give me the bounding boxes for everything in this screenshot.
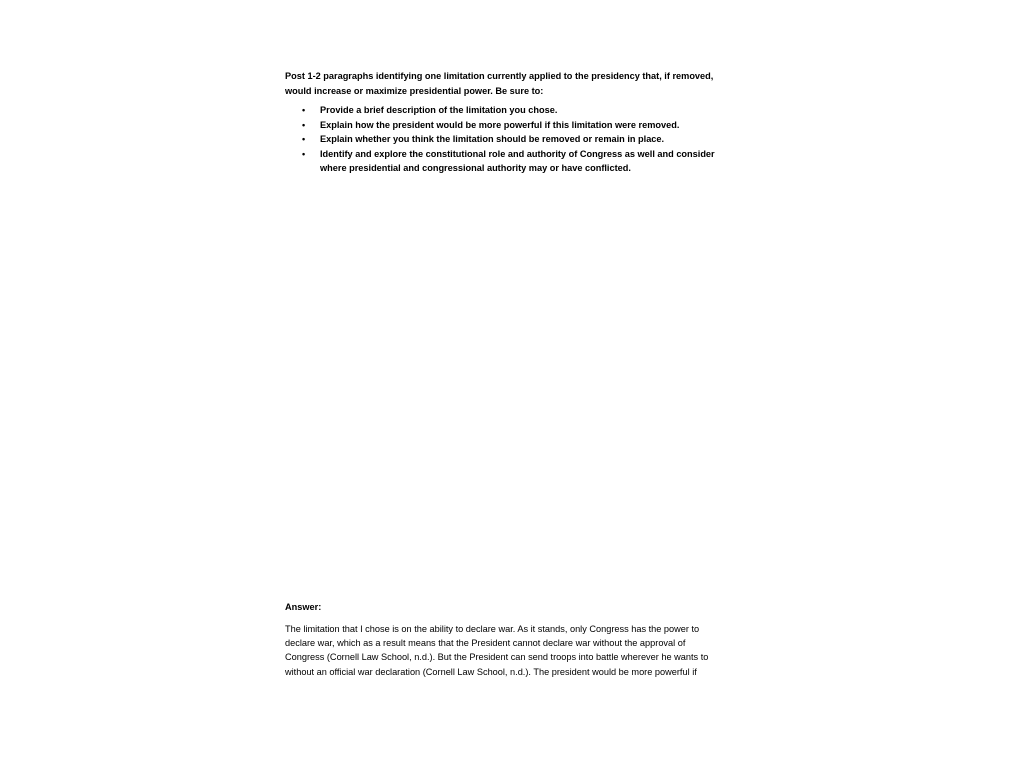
bullet-icon: • <box>302 134 306 144</box>
assignment-prompt <box>285 69 735 176</box>
list-item-text: Identify and explore the constitutional role and authority of Congress as well and consider where presidential and congressional authority may or have conflicted. <box>320 148 715 173</box>
list-item <box>285 103 735 118</box>
list-item-text: Explain how the president would be more powerful if this limitation were removed. <box>320 119 680 130</box>
list-item-text: Provide a brief description of the limitation you chose. <box>320 105 558 115</box>
bullet-icon: • <box>302 119 306 130</box>
bullet-icon: • <box>302 105 306 115</box>
prompt-text: Post 1-2 paragraphs identifying one limitation currently applied to the presidency that, if removed, would increase or maximize presidential power. Be sure to: <box>285 71 714 96</box>
list-item-text: Explain whether you think the limitation should be removed or remain in place. <box>320 134 665 144</box>
list-item <box>285 147 735 176</box>
answer-label: Answer: <box>285 602 322 612</box>
list-item <box>285 118 735 133</box>
prompt-requirements-list <box>285 103 735 176</box>
answer-section <box>285 600 737 679</box>
bullet-icon: • <box>302 148 306 159</box>
list-item <box>285 132 735 147</box>
answer-text: The limitation that I chose is on the ability to declare war. As it stands, only Congress has the power to declare war, which as a result means that the President cannot declare war without the approval of Congress (Cornell Law School, n.d.). But the President can send troops into battle wherever he wants to without an official war declaration (Cornell Law School, n.d.). The president would be more powerful if <box>285 624 709 677</box>
